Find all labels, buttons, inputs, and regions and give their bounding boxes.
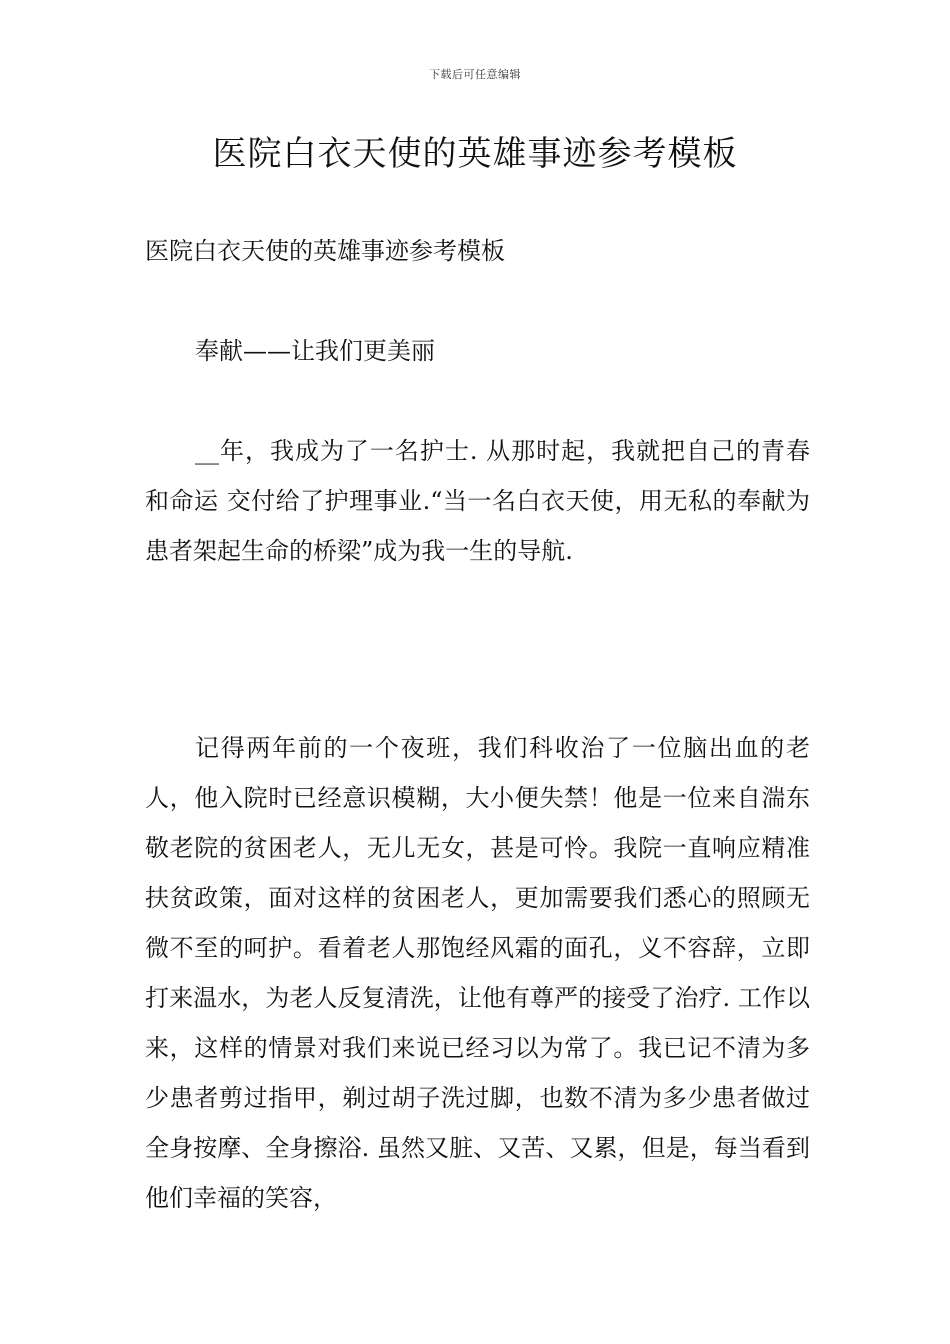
header-note: 下载后可任意编辑 — [429, 68, 521, 81]
paragraph-1: __年，我成为了一名护士. 从那时起，我就把自己的青春和命运 交付给了护理事业.“当一名白衣天使，用无私的奉献为患者架起生命的桥梁”成为我一生的导航. — [145, 437, 810, 565]
paragraph-2: 记得两年前的一个夜班，我们科收治了一位脑出血的老人，他入院时已经意识模糊，大小便失禁！他是一位来自湍东敬老院的贫困老人，无儿无女，甚是可怜。我院一直响应精准扶贫政策，面对这样的贫困老人，更加需要我们悉心的照顾无微不至的呵护。看着老人那饱经风霜的面孔，义不容辞，立即打来温水，为老人反复清洗，让他有尊严的接受了治疗. 工作以来，这样的情景对我们来说已经习以为常了。我已记不清为多少患者剪过指甲，剃过胡子洗过脚，也数不清为多少患者做过全身按摩、全身擦浴. 虽然又脏、又苦、又累，但是，每当看到他们幸福的笑容， — [145, 734, 810, 1212]
document-title: 医院白衣天使的英雄事迹参考模板 — [212, 134, 738, 174]
document-subtitle: 医院白衣天使的英雄事迹参考模板 — [145, 237, 505, 265]
section-heading: 奉献——让我们更美丽 — [195, 337, 435, 365]
